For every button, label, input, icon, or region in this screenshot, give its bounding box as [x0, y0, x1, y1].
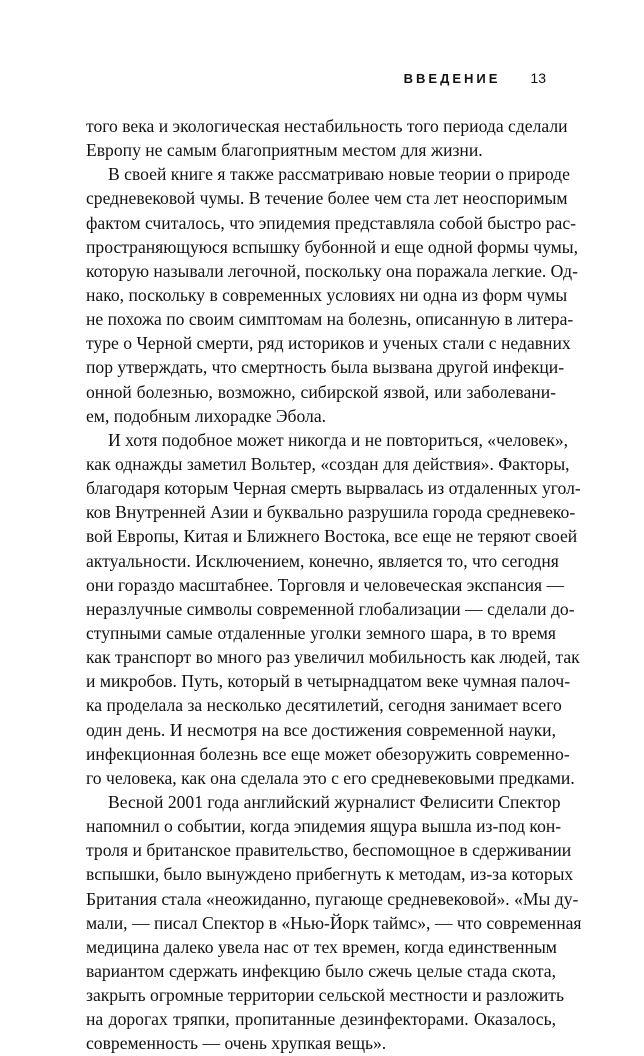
- text-line: нако, поскольку в современных условиях ни одна из форм чумы: [86, 284, 568, 305]
- paragraph: [86, 114, 568, 162]
- text-line: неразлучные символы современной глобализации — сделали до-: [86, 598, 575, 619]
- text-line: Европу не самым благоприятным местом для жизни.: [86, 140, 483, 161]
- text-line: на дорогах тряпки, пропитанные дезинфекторами. Оказалось,: [86, 1009, 556, 1030]
- text-line: вариантом сдержать инфекцию было сжечь целые стада скота,: [86, 960, 556, 981]
- text-line: того века и экологическая нестабильность того периода сделали: [86, 116, 568, 136]
- text-line: не похожа по своим симптомам на болезнь, описанную в литера-: [86, 309, 574, 330]
- body-text: [86, 114, 582, 1055]
- text-line: один день. И несмотря на все достижения современной науки,: [86, 719, 556, 740]
- text-line: закрыть огромные территории сельской местности и разложить: [86, 985, 565, 1006]
- text-line: фактом считалось, что эпидемия представляла собой быстро рас-: [86, 212, 577, 233]
- text-line: мали, — писал Спектор в «Нью-Йорк таймс», — что современная: [86, 912, 582, 933]
- text-line: троля и британское правительство, беспомощное в сдерживании: [86, 840, 572, 861]
- text-line: онной болезнью, возможно, сибирской язвой, или заболевани-: [86, 381, 556, 402]
- text-line: ков Внутренней Азии и буквально разрушила города средневеко-: [86, 502, 576, 523]
- text-line: они гораздо масштабнее. Торговля и человеческая экспансия —: [86, 574, 565, 595]
- text-line: медицина далеко увела нас от тех времен, когда единственным: [86, 936, 557, 957]
- text-line: средневековой чумы. В течение более чем ста лет неоспоримым: [86, 188, 568, 209]
- text-line: актуальности. Исключением, конечно, является то, что сегодня: [86, 550, 559, 571]
- text-line: и микробов. Путь, который в четырнадцатом веке чумная палоч-: [86, 671, 571, 692]
- paragraph: [86, 428, 581, 790]
- text-line: вспышки, было вынуждено прибегнуть к методам, из-за которых: [86, 864, 574, 885]
- page-number: 13: [530, 70, 546, 86]
- text-line: И хотя подобное может никогда и не повториться, «человек»,: [108, 429, 569, 450]
- text-line: Британия стала «неожиданно, пугающе средневековой». «Мы ду-: [86, 888, 579, 909]
- text-line: благодаря которым Черная смерть вырвалась из отдаленных угол-: [86, 478, 581, 499]
- text-line: пор утверждать, что смертность была вызвана другой инфекци-: [86, 357, 565, 378]
- text-line: туре о Черной смерти, ряд историков и ученых стали с недавних: [86, 333, 571, 354]
- text-line: В своей книге я также рассматриваю новые теории о природе: [108, 164, 570, 185]
- text-line: которую называли легочной, поскольку она поражала легкие. Од-: [86, 260, 578, 281]
- text-line: ем, подобным лихорадке Эбола.: [86, 405, 327, 426]
- running-head: [404, 70, 546, 86]
- paragraph: [86, 790, 582, 1056]
- text-line: как однажды заметил Вольтер, «создан для действия». Факторы,: [86, 453, 570, 474]
- text-line: Весной 2001 года английский журналист Фелисити Спектор: [108, 791, 561, 812]
- text-line: инфекционная болезнь все еще может обезоружить современно-: [86, 743, 570, 764]
- text-line: современность — очень хрупкая вещь».: [86, 1033, 387, 1054]
- text-line: вой Европы, Китая и Ближнего Востока, все еще не теряют своей: [86, 526, 578, 547]
- text-line: пространяющуюся вспышку бубонной и еще одной формы чумы,: [86, 236, 579, 257]
- text-line: ступными самые отдаленные уголки земного шара, в то время: [86, 622, 556, 643]
- paragraph: [86, 162, 579, 428]
- text-line: напомнил о событии, когда эпидемия ящура вышла из-под кон-: [86, 816, 562, 837]
- section-title: ВВЕДЕНИЕ: [403, 71, 501, 86]
- text-line: го человека, как она сделала это с его средневековыми предками.: [86, 767, 575, 788]
- text-line: ка проделала за несколько десятилетий, сегодня занимает всего: [86, 695, 562, 716]
- text-line: как транспорт во много раз увеличил мобильность как людей, так: [86, 647, 580, 668]
